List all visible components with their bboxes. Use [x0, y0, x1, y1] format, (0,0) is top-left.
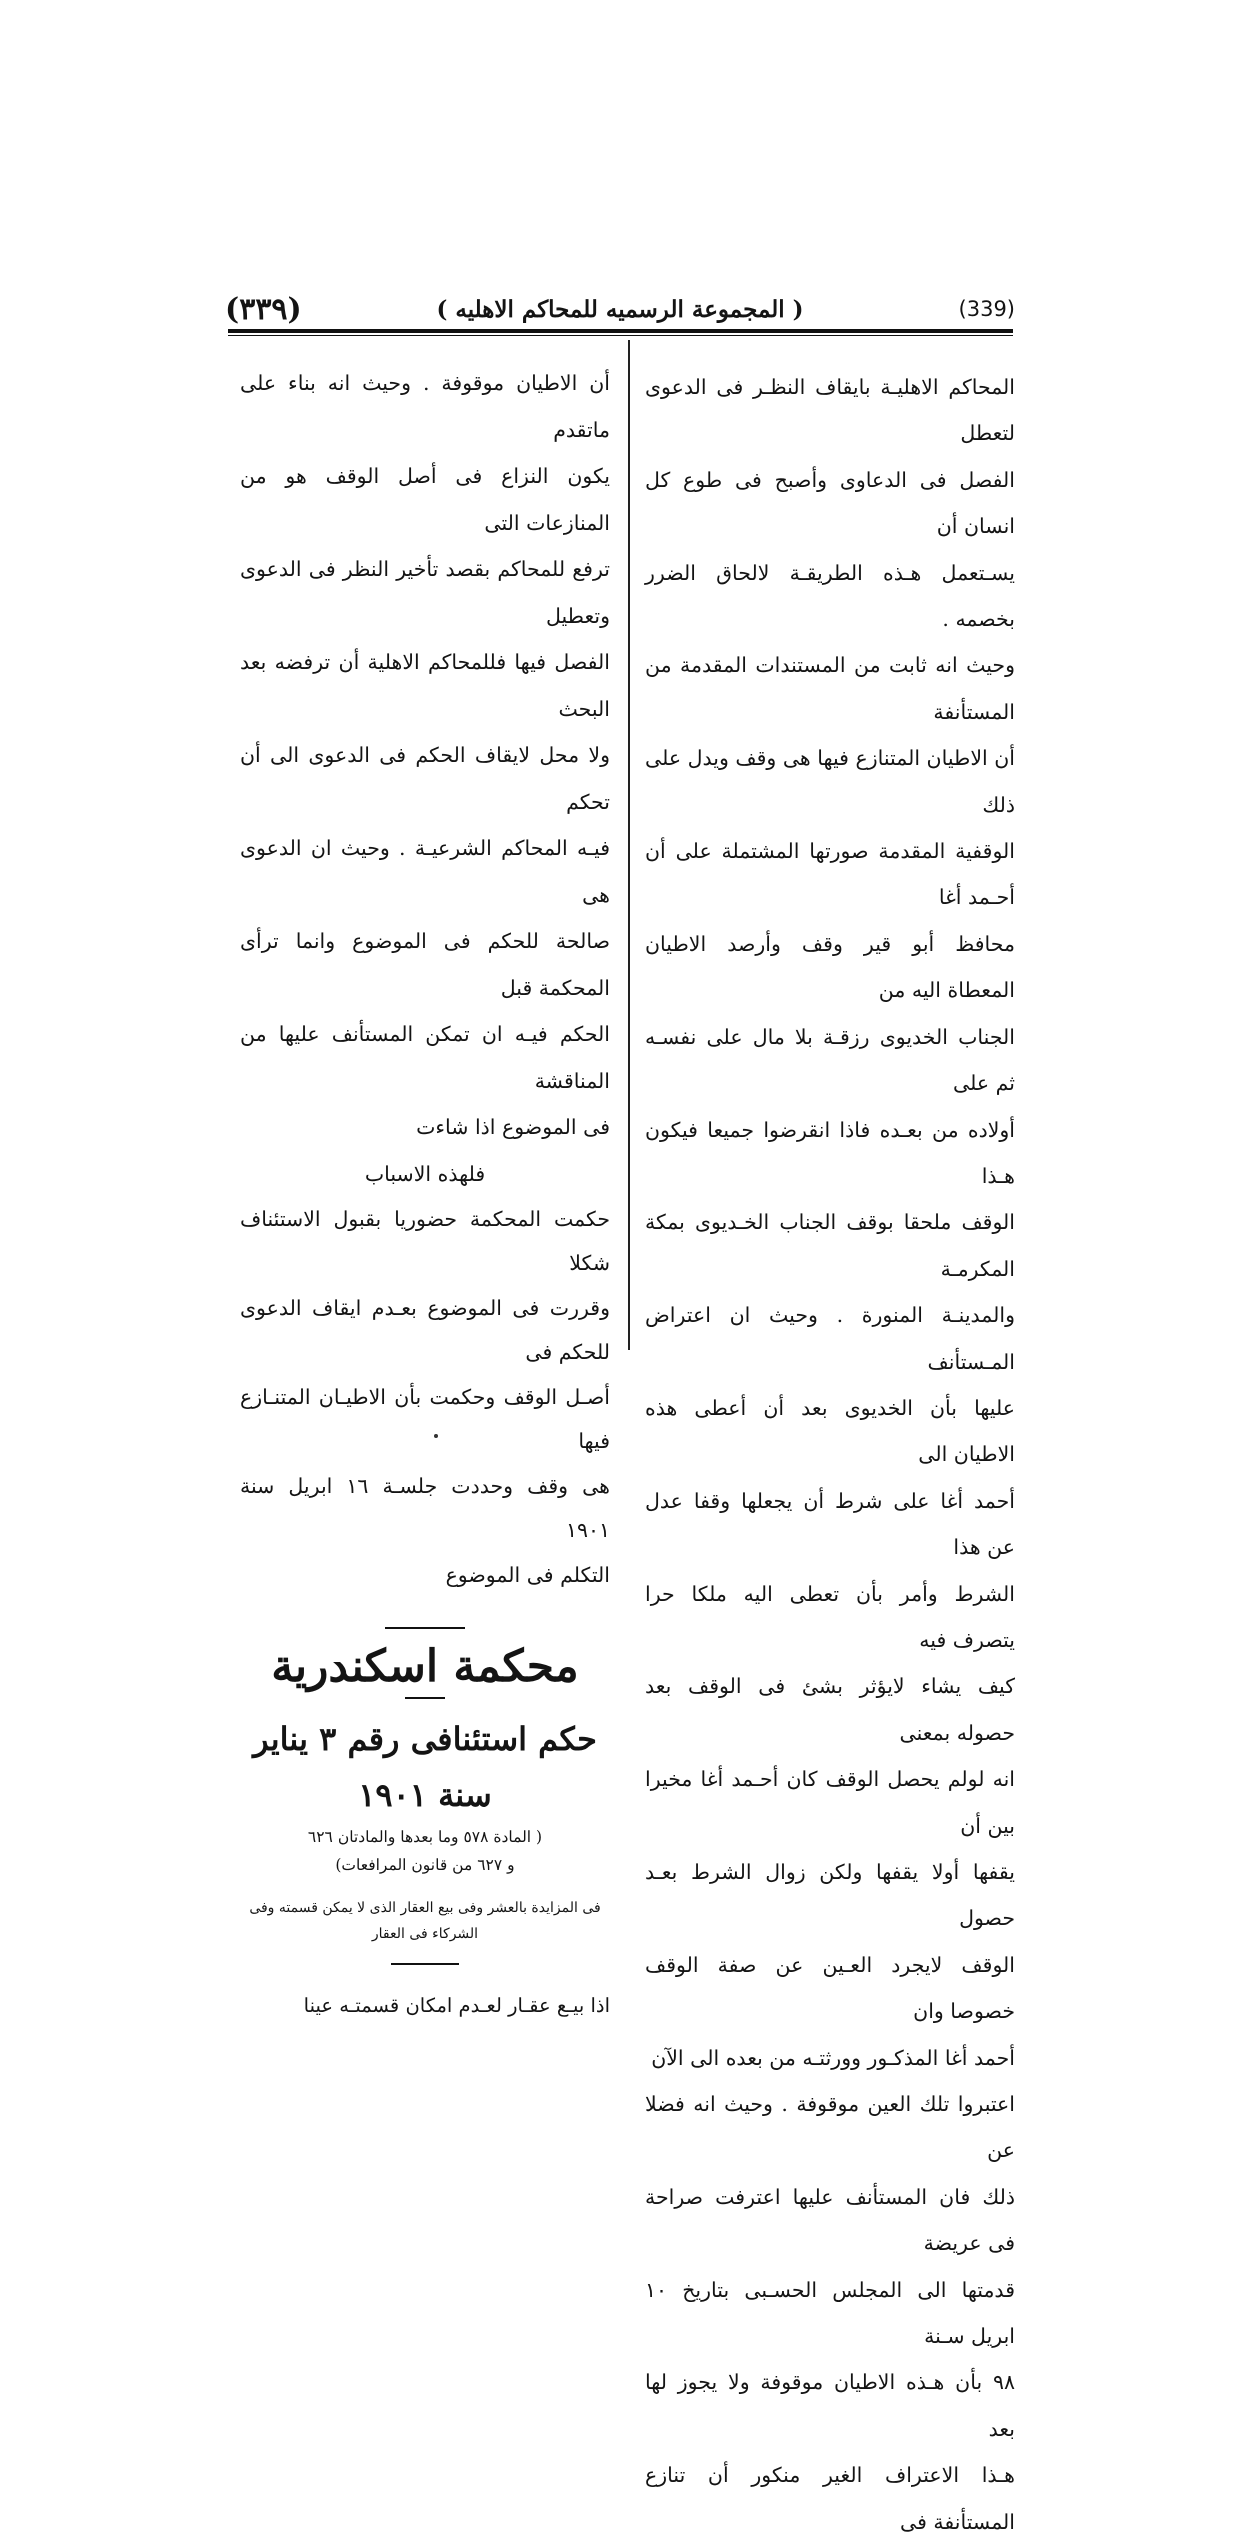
- body-line: ولا محل لايقاف الحكم فى الدعوى الى أن تحكم: [240, 743, 610, 814]
- body-line: الفصل فيها فللمحاكم الاهلية أن ترفضه بعد البحث: [240, 650, 610, 721]
- right-column: [645, 364, 1015, 2545]
- body-line: أحمد أغا على شرط أن يجعلها وقفا عدل عن هذا: [645, 1488, 1015, 1560]
- ruling-subject: [240, 1895, 610, 1947]
- body-line: أن الاطيان المتنازع فيها هى وقف ويدل على ذلك: [645, 746, 1015, 817]
- body-line: قدمتها الى المجلس الحسـبى بتاريخ ١٠ ابريل سـنة: [645, 2277, 1015, 2349]
- subject-line: فى المزايدة بالعشر وفى بيع العقار الذى لا يمكن قسمته وفى: [249, 1900, 601, 1917]
- body-line: صالحة للحكم فى الموضوع وانما ترأى المحكمة قبل: [240, 929, 610, 1000]
- body-line: المحاكم الاهليـة بايقاف النظـر فى الدعوى لتعطل: [645, 375, 1015, 446]
- verdict-text: [240, 1197, 610, 1598]
- body-line: الفصل فى الدعاوى وأصبح فى طوع كل انسان أن: [645, 467, 1015, 539]
- verdict-line: حكمت المحكمة حضوريا بقبول الاستئناف شكلا: [240, 1206, 610, 1276]
- body-line: يكون النزاع فى أصل الوقف هو من المنازعات التى: [240, 464, 610, 535]
- column-divider: [628, 340, 630, 1350]
- body-line: الوقف ملحقا بوقف الجناب الخـديوى بمكة المكرمـة: [645, 1210, 1015, 1281]
- body-line: فيـه المحاكم الشرعيـة . وحيث ان الدعوى هى: [240, 836, 610, 907]
- section-rule: [405, 1697, 445, 1699]
- principle-line: اذا بيـع عقـار لعـدم امكان قسمتـه عينا: [303, 1994, 610, 2018]
- left-upper-text: [240, 360, 610, 1151]
- ruling-title: حكم استئنافى رقم ٣ يناير سنة ١٩٠١: [253, 1720, 597, 1815]
- subject-line: الشركاء فى العقار: [371, 1926, 479, 1943]
- court-title: محكمة اسكندرية: [271, 1641, 579, 1693]
- body-line: وحيث انه ثابت من المستندات المقدمة من المستأنفة: [645, 653, 1015, 724]
- body-line: ٩٨ بأن هـذه الاطيان موقوفة ولا يجوز لها بعد: [645, 2370, 1015, 2441]
- left-column: [240, 360, 610, 2023]
- verdict-line: وقررت فى الموضوع بعـدم ايقاف الدعوى للحكم فى: [240, 1295, 610, 1365]
- body-line: الحكم فيـه ان تمكن المستأنف عليها من المناقشة: [240, 1022, 610, 1093]
- verdict-line: أصـل الوقف وحكمت بأن الاطيـان المتنـازع فيها: [240, 1384, 610, 1454]
- articles-line: و ٦٢٧ من قانون المرافعات): [335, 1856, 515, 1875]
- reasons-heading: فلهذه الاسباب: [364, 1161, 486, 1186]
- body-line: أولاده من بعـده فاذا انقرضوا جميعا فيكون هـذا: [645, 1117, 1015, 1188]
- body-line: الشرط وأمر بأن تعطى اليه ملكا حرا يتصرف فيه: [645, 1581, 1015, 1652]
- page-number-arabic: (٣٣٩): [225, 291, 302, 327]
- body-line: الوقفية المقدمة صورتها المشتملة على أن أحـمد أغا: [645, 839, 1015, 910]
- section-rule: [385, 1627, 465, 1629]
- verdict-line: هى وقف وحددت جلسـة ١٦ ابريل سنة ١٩٠١: [240, 1473, 610, 1543]
- body-line: انه لولم يحصل الوقف كان أحـمد أغا مخيرا بين أن: [645, 1767, 1015, 1838]
- body-line: كيف يشاء لايؤثر بشئ فى الوقف بعد حصوله بمعنى: [645, 1674, 1015, 1745]
- body-line: والمدينـة المنورة . وحيث ان اعتراض المـستأنف: [645, 1303, 1015, 1374]
- header-rule: [228, 329, 1013, 336]
- body-line: الوقف لايجرد العـين عن صفة الوقف خصوصا وان: [645, 1952, 1015, 2024]
- articles-line: ( المادة ٥٧٨ وما بعدها والمادتان ٦٢٦: [307, 1828, 543, 1847]
- body-line: أحمد أغا المذكـور وورثتـه من بعده الى الآن: [651, 2045, 1015, 2070]
- running-title: ( المجموعة الرسميه للمحاكم الاهليه ): [436, 295, 804, 323]
- body-line: اعتبروا تلك العين موقوفة . وحيث انه فضلا عن: [645, 2092, 1015, 2163]
- page-number-latin: (339): [958, 297, 1015, 321]
- articles-reference: [240, 1823, 610, 1879]
- ink-dot: [434, 1434, 438, 1438]
- body-line: أن الاطيان موقوفة . وحيث انه بناء على ماتقدم: [240, 371, 610, 442]
- body-line: الجناب الخديوى رزقـة بلا مال على نفسـه ثم على: [645, 1024, 1015, 1096]
- body-line: فى الموضوع اذا شاءت: [416, 1115, 610, 1139]
- body-line: عليها بأن الخديوى بعد أن أعطى هذه الاطيان الى: [645, 1395, 1015, 1467]
- section-rule: [391, 1963, 459, 1965]
- body-line: هـذا الاعتراف الغير منكور أن تنازع المستأنفة فى: [645, 2463, 1015, 2534]
- body-line: يقفها أولا يقفها ولكن زوال الشرط بعـد حصول: [645, 1860, 1015, 1931]
- body-line: يسـتعمل هـذه الطريقـة لالحاق الضرر بخصمه .: [645, 560, 1015, 632]
- body-line: ترفع للمحاكم بقصد تأخير النظر فى الدعوى وتعطيل: [240, 557, 610, 628]
- page-header: [225, 290, 1015, 328]
- body-line: ذلك فان المستأنف عليها اعترفت صراحة فى عريضة: [645, 2184, 1015, 2256]
- verdict-line: التكلم فى الموضوع: [445, 1562, 610, 1587]
- body-line: محافظ أبو قير وقف وأرصد الاطيان المعطاة اليه من: [645, 931, 1015, 1003]
